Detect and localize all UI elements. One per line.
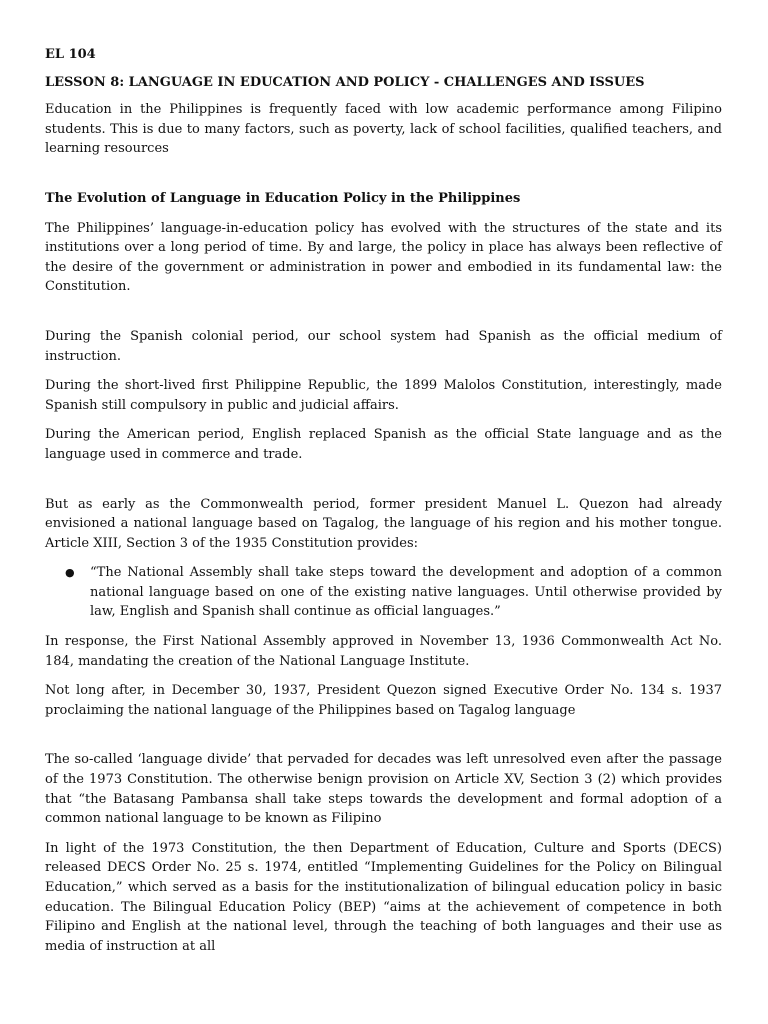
paragraph-language-divide: The so-called ‘language divide’ that pervaded for decades was left unresolved even after the passage of the 1973 Constitution. The otherwise benign provision on Article XV, Section 3 (2) which provides that “the Batasang Pambansa shall take steps towards the development and formal adoption of a common national language to be known as Filipino	[45, 752, 722, 827]
paragraph-first-republic: During the short-lived first Philippine Republic, the 1899 Malolos Constitution, interestingly, made Spanish still compulsory in public and judicial affairs.	[45, 378, 722, 413]
spacer	[45, 475, 722, 495]
list-item	[45, 563, 722, 622]
quote-list	[45, 563, 722, 622]
paragraph-spanish-period: During the Spanish colonial period, our school system had Spanish as the official medium of instruction.	[45, 328, 722, 364]
paragraph-executive-order: Not long after, in December 30, 1937, President Quezon signed Executive Order No. 134 s. 1937 proclaiming the national language of the Philippines based on Tagalog language	[45, 683, 722, 718]
spacer	[45, 730, 722, 750]
constitution-quote: “The National Assembly shall take steps toward the development and adoption of a common national language based on one of the existing native languages. Until otherwise provided by law, English and Spanish shall continue as official languages.”	[90, 565, 722, 620]
document-page	[45, 45, 722, 956]
section-heading: The Evolution of Language in Education Policy in the Philippines	[45, 190, 521, 206]
paragraph-commonwealth: But as early as the Commonwealth period, former president Manuel L. Quezon had already envisioned a national language based on Tagalog, the language of his region and his mother tongue. Article XIII, Section 3 of the 1935 Constitution provides:	[45, 496, 722, 551]
paragraph-policy-evolution: The Philippines’ language-in-education policy has evolved with the structures of the state and its institutions over a long period of time. By and large, the policy in place has always been reflective of the desire of the government or administration in power and embodied in its fundamental law: the Constitution.	[45, 220, 722, 295]
spacer	[45, 307, 722, 327]
bullet-icon: ●	[65, 566, 75, 580]
spacer	[45, 169, 722, 189]
paragraph-bilingual-policy: In light of the 1973 Constitution, the then Department of Education, Culture and Sports (DECS) released DECS Order No. 25 s. 1974, entitled “Implementing Guidelines for the Policy on Bilingual Education,” which served as a basis for the institutionalization of bilingual education policy in basic education. The Bilingual Education Policy (BEP) “aims at the achievement of competence in both Filipino and English at the national level, through the teaching of both languages and their use as media of instruction at all	[45, 840, 722, 954]
course-code: EL 104	[45, 47, 96, 62]
paragraph-american-period: During the American period, English replaced Spanish as the official State language and as the language used in commerce and trade.	[45, 427, 722, 462]
lesson-title: LESSON 8: LANGUAGE IN EDUCATION AND POLICY - CHALLENGES AND ISSUES	[45, 74, 645, 90]
paragraph-first-assembly: In response, the First National Assembly approved in November 13, 1936 Commonwealth Act No. 184, mandating the creation of the National Language Institute.	[45, 634, 722, 669]
intro-paragraph: Education in the Philippines is frequently faced with low academic performance among Filipino students. This is due to many factors, such as poverty, lack of school facilities, qualified teachers, and learning resources	[45, 102, 722, 157]
